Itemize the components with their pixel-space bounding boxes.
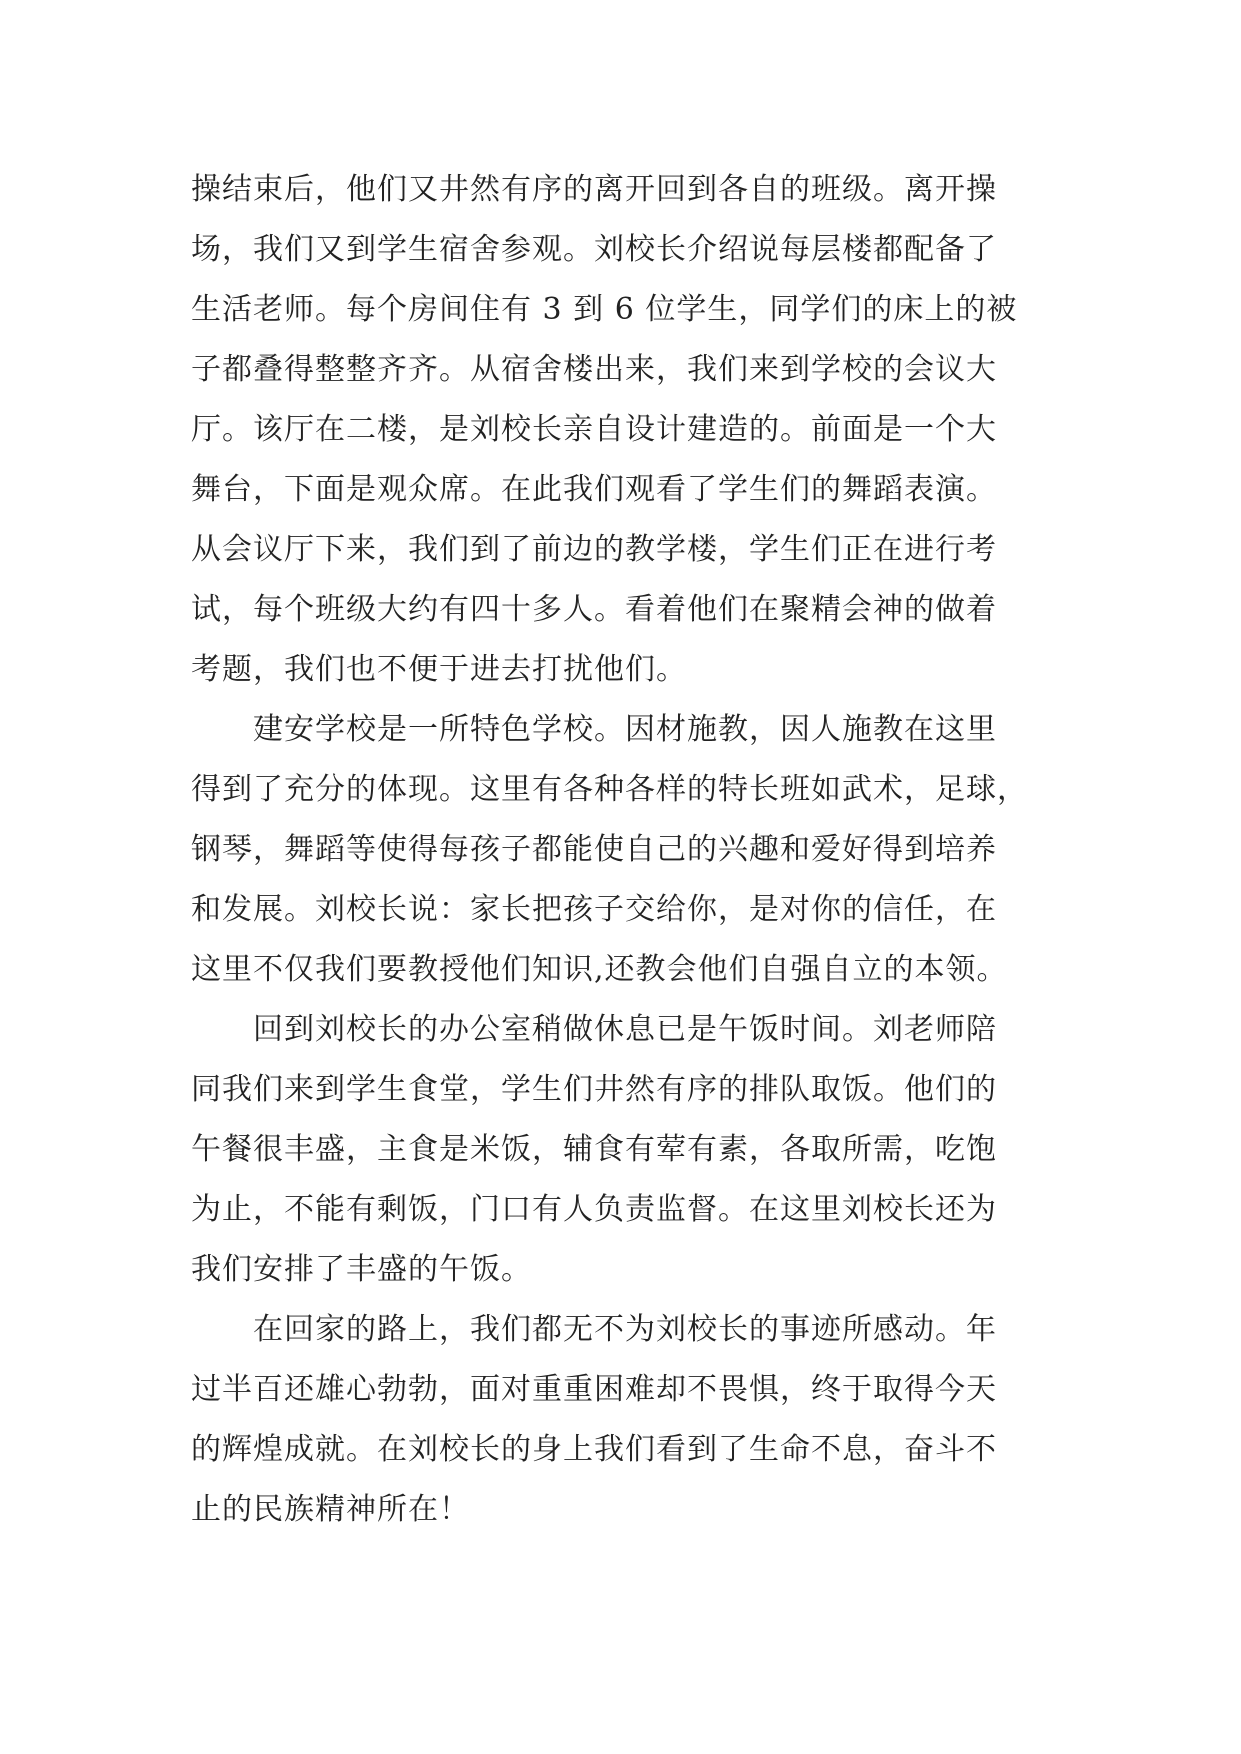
paragraph-start-line: 在回家的路上，我们都无不为刘校长的事迹所感动。年 (253, 1312, 997, 1347)
text-line: 考题，我们也不便于进去打扰他们。 (191, 652, 687, 687)
text-line: 生活老师。每个房间住有 3 到 6 位学生，同学们的床上的被 (191, 292, 1018, 327)
paragraph-start-line: 建安学校是一所特色学校。因材施教，因人施教在这里 (253, 712, 997, 747)
text-line: 这里不仅我们要教授他们知识,还教会他们自强自立的本领。 (191, 952, 1008, 987)
text-line: 为止，不能有剩饭，门口有人负责监督。在这里刘校长还为 (191, 1192, 997, 1227)
text-line: 场，我们又到学生宿舍参观。刘校长介绍说每层楼都配备了 (191, 232, 997, 267)
text-line: 过半百还雄心勃勃，面对重重困难却不畏惧，终于取得今天 (191, 1372, 997, 1407)
text-line: 和发展。刘校长说：家长把孩子交给你，是对你的信任，在 (191, 892, 997, 927)
text-line: 钢琴，舞蹈等使得每孩子都能使自己的兴趣和爱好得到培养 (191, 832, 997, 867)
text-line: 午餐很丰盛，主食是米饭，辅食有荤有素，各取所需，吃饱 (191, 1132, 997, 1167)
text-line: 舞台，下面是观众席。在此我们观看了学生们的舞蹈表演。 (191, 472, 997, 507)
text-line: 厅。该厅在二楼，是刘校长亲自设计建造的。前面是一个大 (191, 412, 997, 447)
text-line: 子都叠得整整齐齐。从宿舍楼出来，我们来到学校的会议大 (191, 352, 997, 387)
text-line: 止的民族精神所在！ (191, 1492, 470, 1527)
text-line: 操结束后，他们又井然有序的离开回到各自的班级。离开操 (191, 172, 997, 207)
document-body (191, 160, 1051, 1540)
text-line: 的辉煌成就。在刘校长的身上我们看到了生命不息，奋斗不 (191, 1432, 997, 1467)
text-line: 从会议厅下来，我们到了前边的教学楼，学生们正在进行考 (191, 532, 997, 567)
text-line: 试，每个班级大约有四十多人。看着他们在聚精会神的做着 (191, 592, 997, 627)
text-line: 同我们来到学生食堂，学生们井然有序的排队取饭。他们的 (191, 1072, 997, 1107)
text-line: 我们安排了丰盛的午饭。 (191, 1252, 532, 1287)
text-line: 得到了充分的体现。这里有各种各样的特长班如武术，足球， (191, 772, 1028, 807)
paragraph-start-line: 回到刘校长的办公室稍做休息已是午饭时间。刘老师陪 (253, 1012, 997, 1047)
